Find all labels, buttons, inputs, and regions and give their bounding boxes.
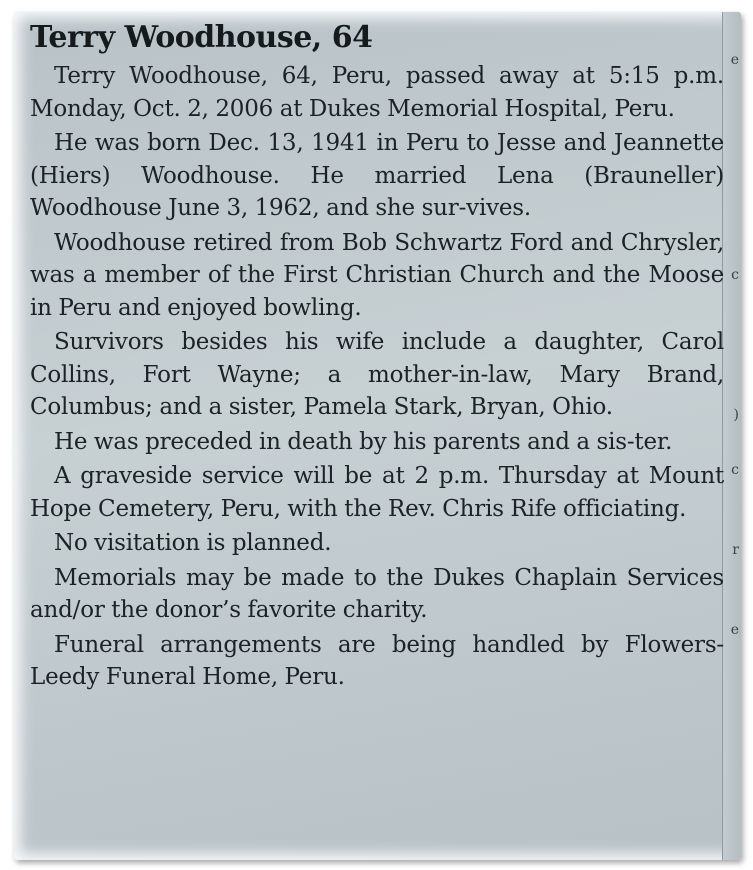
paragraph-birth-marriage: He was born Dec. 13, 1941 in Peru to Jesse and Jeannette (Hiers) Woodhouse. He married Lena (Brauneller) Woodhouse June 3, 1962, and she sur-vives.	[30, 130, 724, 221]
paragraph-memorials: Memorials may be made to the Dukes Chaplain Services and/or the donor’s favorite charity.	[30, 564, 724, 623]
paragraph-survivors: Survivors besides his wife include a daughter, Carol Collins, Fort Wayne; a mother-in-law, Mary Brand, Columbus; and a sister, Pamela Stark, Bryan, Ohio.	[30, 329, 724, 420]
obituary-headline: Terry Woodhouse, 64	[30, 20, 373, 55]
paragraph-career: Woodhouse retired from Bob Schwartz Ford and Chrysler, was a member of the First Christian Church and the Moose in Peru and enjoyed bowling.	[30, 229, 724, 321]
edge-fragment: e	[730, 622, 739, 638]
edge-fragment: c	[731, 267, 739, 283]
paragraph-preceded: He was preceded in death by his parents and a sis-ter.	[54, 428, 673, 455]
paragraph-arrangements: Funeral arrangements are being handled by Flowers-Leedy Funeral Home, Peru.	[30, 631, 724, 690]
edge-fragment: r	[732, 542, 739, 558]
newspaper-clipping	[14, 12, 741, 860]
edge-fragment: e	[730, 52, 739, 68]
obituary-article	[30, 20, 724, 696]
adjacent-column-edge	[722, 12, 741, 860]
paragraph-service: A graveside service will be at 2 p.m. Thursday at Mount Hope Cemetery, Peru, with the Rev. Chris Rife officiating.	[30, 463, 724, 522]
paragraph-death-notice: Terry Woodhouse, 64, Peru, passed away at 5:15 p.m. Monday, Oct. 2, 2006 at Dukes Memorial Hospital, Peru.	[30, 63, 724, 122]
edge-fragment: c	[731, 462, 739, 478]
edge-fragment: )	[733, 407, 739, 423]
paragraph-visitation: No visitation is planned.	[54, 530, 332, 556]
